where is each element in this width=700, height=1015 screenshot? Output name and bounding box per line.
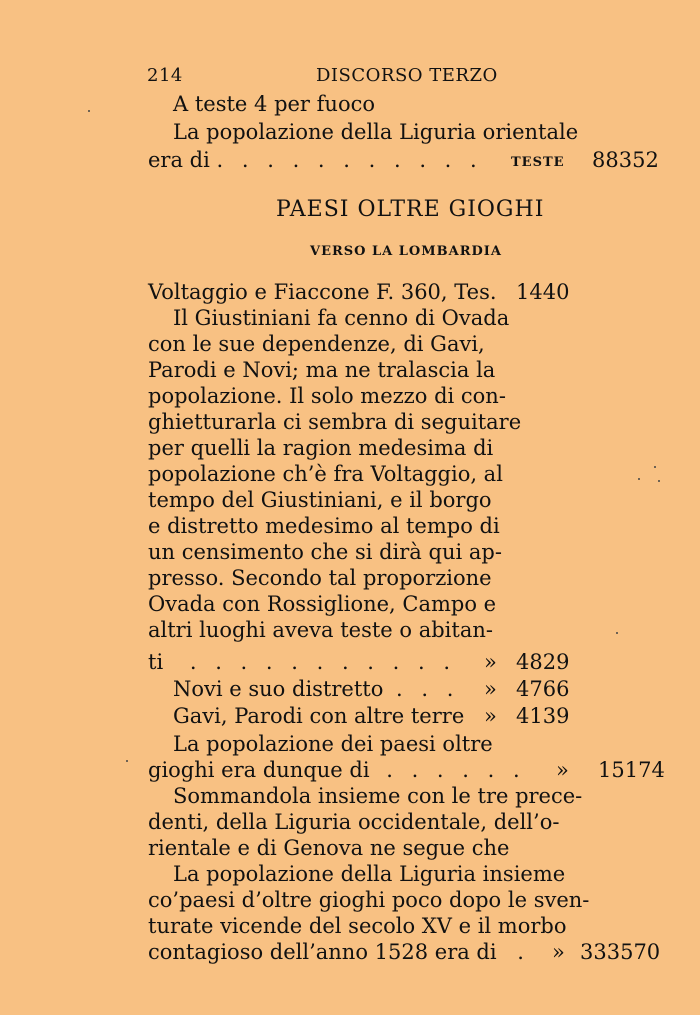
body-line-12: Ovada con Rossiglione, Campo e: [148, 592, 497, 616]
row-ovada-value: 4829: [516, 650, 570, 674]
body-line-13: altri luoghi aveva teste o abitan-: [148, 618, 493, 642]
intro-value: 88352: [592, 148, 659, 172]
body-line-5: ghietturarla ci sembra di seguitare: [148, 410, 522, 434]
final-line-1: Sommandola insieme con le tre prece-: [173, 784, 583, 808]
total-mark: »: [556, 758, 569, 782]
intro-line-1: A teste 4 per fuoco: [173, 92, 375, 116]
final-row-value: 333570: [580, 940, 661, 964]
final-row: [148, 940, 524, 964]
row-gavi-text: Gavi, Parodi con altre terre: [173, 704, 465, 728]
scan-speck: [654, 466, 656, 468]
body-line-11: presso. Secondo tal proporzione: [148, 566, 492, 590]
section-heading: PAESI OLTRE GIOGHI: [276, 197, 545, 222]
final-row-text: contagioso dell’anno 1528 era di: [148, 940, 497, 964]
body-line-6: per quelli la ragion medesima di: [148, 436, 494, 460]
final-row-dots: .: [517, 940, 524, 964]
row-novi-value: 4766: [516, 677, 570, 701]
row-ovada-text: ti: [148, 650, 164, 674]
total-line-1: La popolazione dei paesi oltre: [173, 732, 493, 756]
row-novi: [173, 677, 459, 701]
body-line-2: con le sue dependenze, di Gavi,: [148, 332, 485, 356]
row-gavi: [173, 704, 464, 728]
total-line-2: [148, 758, 526, 782]
body-line-10: un censimento che si dirà qui ap-: [148, 540, 502, 564]
scan-speck: [126, 760, 128, 762]
final-line-3: rientale e di Genova ne segue che: [148, 836, 510, 860]
total-line-2-text: gioghi era dunque di: [148, 758, 370, 782]
intro-line-3-text: era di: [148, 148, 210, 172]
row-ovada-mark: »: [484, 650, 497, 674]
running-title: DISCORSO TERZO: [316, 65, 498, 86]
intro-unit: TESTE: [511, 155, 565, 170]
final-line-4: La popolazione della Liguria insieme: [173, 862, 566, 886]
section-subheading: VERSO LA LOMBARDIA: [310, 244, 502, 259]
row-ovada: [148, 650, 456, 674]
body-line-9: e distretto medesimo al tempo di: [148, 514, 500, 538]
body-line-4: popolazione. Il solo mezzo di con-: [148, 384, 506, 408]
row-novi-mark: »: [484, 677, 497, 701]
body-line-1: Il Giustiniani fa cenno di Ovada: [173, 306, 510, 330]
body-line-8: tempo del Giustiniani, e il borgo: [148, 488, 492, 512]
row-novi-dots: . . .: [396, 677, 460, 701]
total-line-2-dots: . . . . . .: [386, 758, 526, 782]
intro-line-2: La popolazione della Liguria orientale: [173, 120, 579, 144]
scan-speck: [658, 480, 660, 482]
final-line-6: turate vicende del secolo XV e il morbo: [148, 914, 567, 938]
intro-line-3-dots: . . . . . . . . . . .: [216, 148, 483, 172]
scan-speck: [616, 632, 618, 634]
page-number: 214: [147, 65, 183, 86]
final-line-2: denti, della Liguria occidentale, dell’o-: [148, 810, 560, 834]
scan-speck: [88, 110, 90, 112]
row-ovada-dots: . . . . . . . . . . .: [189, 650, 457, 674]
row-gavi-mark: »: [484, 704, 497, 728]
intro-line-3: [148, 148, 483, 172]
body-line-7: popolazione ch’è fra Voltaggio, al: [148, 462, 503, 486]
final-row-mark: »: [552, 940, 565, 964]
row-novi-text: Novi e suo distretto: [173, 677, 384, 701]
entry-voltaggio: Voltaggio e Fiaccone F. 360, Tes.: [148, 280, 497, 304]
row-gavi-value: 4139: [516, 704, 570, 728]
scan-speck: [638, 478, 640, 480]
entry-voltaggio-value: 1440: [516, 280, 570, 304]
final-line-5: co’paesi d’oltre gioghi poco dopo le sven-: [148, 888, 590, 912]
body-line-3: Parodi e Novi; ma ne tralascia la: [148, 358, 496, 382]
total-value: 15174: [598, 758, 665, 782]
